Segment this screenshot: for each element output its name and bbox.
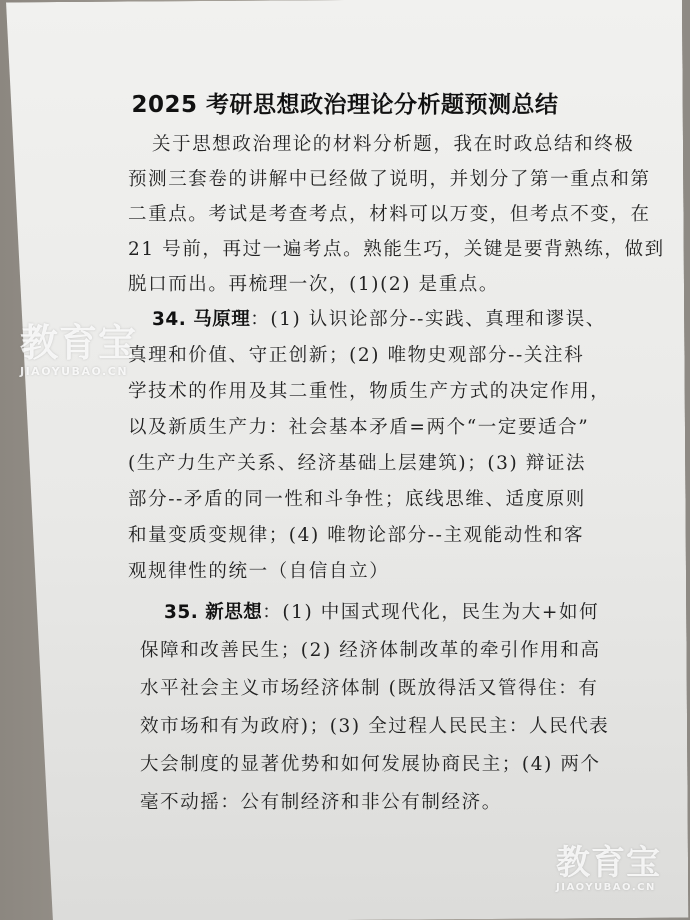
- section-35-line: 毫不动摇：公有制经济和非公有制经济。: [140, 792, 502, 813]
- section-34-line: 学技术的作用及其二重性，物质生产方式的决定作用，: [128, 381, 611, 402]
- section-35-line: 大会制度的显著优势和如何发展协商民主；(4) 两个: [140, 754, 601, 775]
- section-35-first-line: [164, 598, 599, 624]
- watermark-brand: 教育宝: [20, 321, 138, 365]
- intro-line: 21 号前，再过一遍考点。熟能生巧，关键是要背熟练，做到: [128, 239, 665, 260]
- section-35-line: 效市场和有为政府)；(3) 全过程人民民主：人民代表: [140, 716, 610, 737]
- document-title: 2025 考研思想政治理论分析题预测总结: [131, 92, 559, 118]
- watermark-logo-bottom: [556, 843, 661, 893]
- watermark-brand: 教育宝: [556, 843, 661, 883]
- section-34-line: 真理和价值、守正创新；(2) 唯物史观部分--关注科: [128, 345, 585, 366]
- section-35-line: 水平社会主义市场经济体制 (既放得活又管得住：有: [140, 678, 599, 699]
- section-34-line: 和量变质变规律；(4) 唯物论部分--主观能动性和客: [128, 525, 585, 546]
- watermark-domain: JIAOYUBAO.CN: [20, 365, 129, 378]
- section-35-first-text: ：(1) 中国式现代化，民生为大+如何: [262, 602, 600, 623]
- intro-line: 预测三套卷的讲解中已经做了说明，并划分了第一重点和第: [128, 169, 651, 190]
- section-34-line: 以及新质生产力：社会基本矛盾=两个“一定要适合”: [128, 417, 590, 438]
- intro-line: 关于思想政治理论的材料分析题，我在时政总结和终极: [152, 134, 635, 155]
- section-35-line: 保障和改善民生；(2) 经济体制改革的牵引作用和高: [140, 640, 601, 661]
- section-34-first-text: ：(1) 认识论部分--实践、真理和谬误、: [250, 309, 606, 330]
- watermark-logo-middle: [20, 321, 138, 378]
- watermark-domain: JIAOYUBAO.CN: [556, 882, 656, 893]
- section-34-line: 部分--矛盾的同一性和斗争性；底线思维、适度原则: [128, 489, 586, 510]
- section-34-line: 观规律性的统一（自信自立）: [128, 561, 390, 582]
- section-34-first-line: [152, 305, 606, 331]
- intro-line: 二重点。考试是考查考点，材料可以万变，但考点不变，在: [128, 204, 651, 225]
- intro-line: 脱口而出。再梳理一次，(1)(2) 是重点。: [128, 274, 499, 295]
- section-35-heading: 35. 新思想: [164, 602, 263, 623]
- section-34-line: (生产力生产关系、经济基础上层建筑)；(3) 辩证法: [128, 453, 587, 474]
- section-34-heading: 34. 马原理: [152, 309, 251, 330]
